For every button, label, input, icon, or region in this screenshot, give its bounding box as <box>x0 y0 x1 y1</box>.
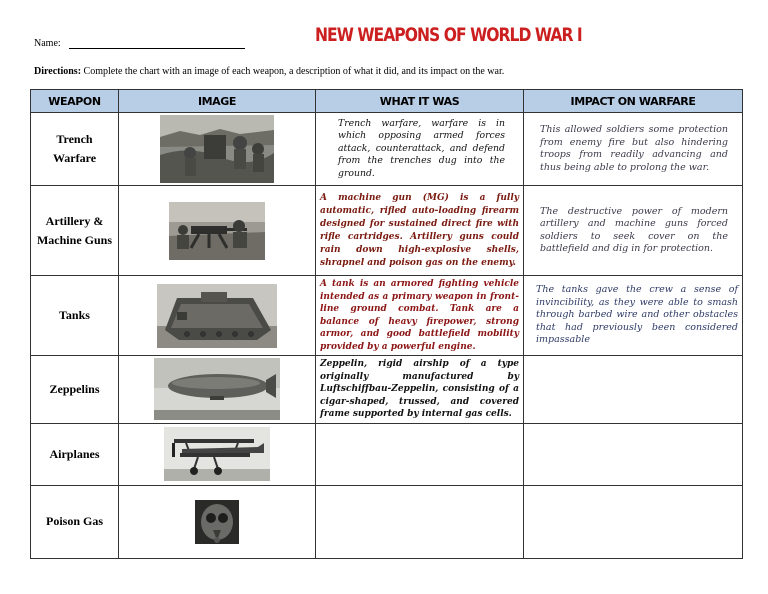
weapon-name: Airplanes <box>31 423 119 485</box>
column-header-what-it-was: WHAT IT WAS <box>316 90 524 113</box>
image-cell <box>119 276 316 356</box>
tank-photo-icon <box>157 284 277 348</box>
impact-cell[interactable]: The tanks gave the crew a sense of invincibility, as they were able to smash through barbed wire and other obstacles that had previously been considered impassable <box>524 276 743 356</box>
image-cell <box>119 113 316 186</box>
directions-label: Directions: <box>34 66 82 77</box>
gas-mask-photo-icon <box>195 500 239 544</box>
weapon-name: Artillery & Machine Guns <box>31 186 119 276</box>
trench-photo-icon <box>160 115 274 183</box>
what-it-was-cell[interactable]: Zeppelin, rigid airship of a type originally manufactured by Luftschiffbau-Zeppelin, consisting of a cigar-shaped, trussed, and covered frame supported by internal gas cells. <box>316 356 524 424</box>
table-row <box>31 186 743 276</box>
zeppelin-photo-icon <box>154 358 280 420</box>
table-row <box>31 423 743 485</box>
page-title: NEW WEAPONS OF WORLD WAR I <box>315 24 582 46</box>
impact-cell[interactable] <box>524 423 743 485</box>
weapon-name: Poison Gas <box>31 485 119 558</box>
table-row <box>31 276 743 356</box>
header-row <box>31 90 743 113</box>
table-row <box>31 485 743 558</box>
what-it-was-cell[interactable]: A tank is an armored fighting vehicle intended as a primary weapon in front-line ground combat. Tank are a balance of heavy firepower, strong armor, and good battlefield mobility provided by a powerful engine. <box>316 276 524 356</box>
table-row <box>31 356 743 424</box>
what-it-was-cell[interactable]: Trench warfare, warfare is in which opposing armed forces attack, counterattack, and defend from the trenches dug into the ground. <box>316 113 524 186</box>
impact-cell[interactable] <box>524 356 743 424</box>
biplane-photo-icon <box>164 427 270 481</box>
weapon-name: Tanks <box>31 276 119 356</box>
weapons-chart <box>30 89 743 559</box>
table-row <box>31 113 743 186</box>
column-header-impact: IMPACT ON WARFARE <box>524 90 743 113</box>
what-it-was-cell[interactable] <box>316 423 524 485</box>
column-header-weapon: WEAPON <box>31 90 119 113</box>
what-it-was-cell[interactable]: A machine gun (MG) is a fully automatic, rifled auto-loading firearm designed for sustained direct fire with rifle cartridges. Artillery guns could rain down high-explosive shells, shrapnel and poison gas on the enemy. <box>316 186 524 276</box>
machine-gun-photo-icon <box>169 202 265 260</box>
directions <box>34 66 504 77</box>
impact-cell[interactable]: This allowed soldiers some protection from enemy fire but also hindering troops from readily advancing and thus being able to prolong the war. <box>524 113 743 186</box>
column-header-image: IMAGE <box>119 90 316 113</box>
image-cell <box>119 186 316 276</box>
image-cell <box>119 356 316 424</box>
impact-cell[interactable] <box>524 485 743 558</box>
impact-cell[interactable]: The destructive power of modern artillery and machine guns forced soldiers to seek cover on the battlefield and dig in for protection. <box>524 186 743 276</box>
weapon-name: Trench Warfare <box>31 113 119 186</box>
directions-text: Complete the chart with an image of each weapon, a description of what it did, and its impact on the war. <box>81 66 505 77</box>
image-cell <box>119 423 316 485</box>
image-cell <box>119 485 316 558</box>
name-field-area <box>34 38 245 49</box>
name-label: Name: <box>34 38 61 49</box>
weapon-name: Zeppelins <box>31 356 119 424</box>
name-input-line[interactable] <box>69 38 245 49</box>
what-it-was-cell[interactable] <box>316 485 524 558</box>
